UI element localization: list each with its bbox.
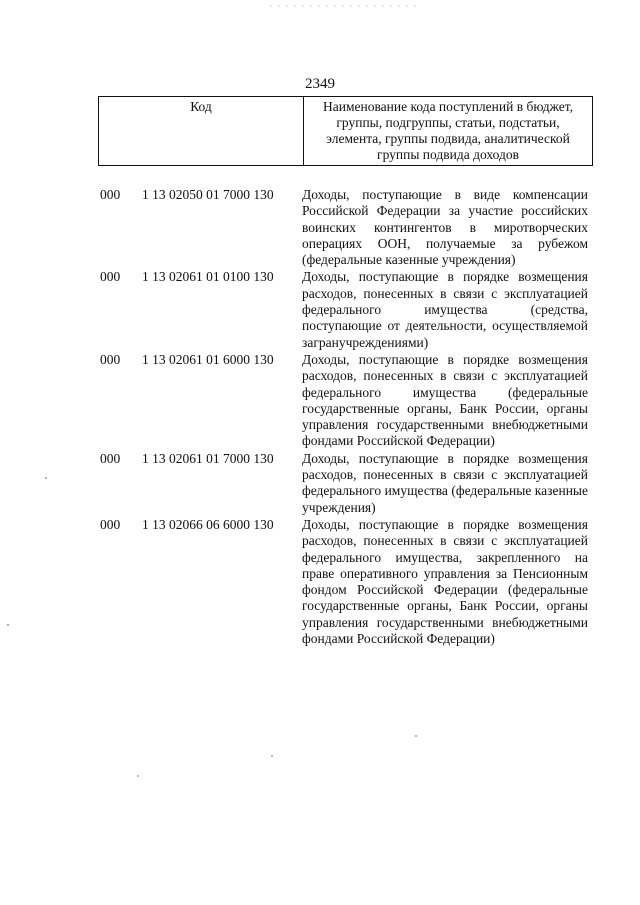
table-row — [100, 352, 590, 450]
scan-speck — [415, 735, 417, 737]
code-description: Доходы, поступающие в порядке возмещения расходов, понесенных в связи с эксплуатацией федерального имущества (федеральные казенные учреждения) — [302, 450, 588, 515]
header-row — [99, 97, 593, 166]
header-name-cell: Наименование кода поступлений в бюджет, группы, подгруппы, статьи, подстатьи, элемента, группы подвида, аналитической группы подвида доходов — [304, 97, 593, 166]
scan-speck — [137, 775, 139, 777]
budget-code: 1 13 02061 01 0100 130 — [142, 269, 274, 285]
code-description: Доходы, поступающие в порядке возмещения расходов, понесенных в связи с эксплуатацией федерального имущества (средства, поступающие от деятельности, осуществляемой загранучреждениями) — [302, 269, 588, 350]
budget-code: 1 13 02061 01 7000 130 — [142, 450, 274, 466]
code-description: Доходы, поступающие в виде компенсации Российской Федерации за участие российских воинских контингентов в миротворческих операциях ООН, получаемые за рубежом (федеральные казенные учреждения) — [302, 187, 588, 268]
budget-code: 1 13 02050 01 7000 130 — [142, 187, 274, 202]
admin-code: 000 — [100, 269, 121, 285]
table-row — [100, 187, 590, 268]
scan-speck — [271, 755, 273, 757]
code-description: Доходы, поступающие в порядке возмещения расходов, понесенных в связи с эксплуатацией федерального имущества (федеральные государственные органы, Банк России, органы управления государственными внебюджетными фондами Российской Федерации) — [302, 351, 588, 449]
table-row — [100, 269, 590, 350]
admin-code: 000 — [100, 450, 121, 466]
budget-code: 1 13 02061 01 6000 130 — [142, 351, 274, 367]
table-row — [100, 517, 590, 647]
admin-code: 000 — [100, 516, 121, 532]
scan-speck — [7, 624, 9, 626]
admin-code: 000 — [100, 187, 121, 202]
income-codes-list — [100, 187, 590, 647]
scan-speck — [45, 477, 47, 479]
page-number: 2349 — [305, 76, 335, 92]
header-code-cell: Код — [99, 97, 304, 166]
code-description: Доходы, поступающие в порядке возмещения расходов, понесенных в связи с эксплуатацией федерального имущества, закрепленного на праве оперативного управления за Пенсионным фондом Российской Федерации (федеральные государственные органы, Банк России, органы управления государственными внебюджетными фондами Российской Федерации) — [302, 516, 588, 647]
table-header — [98, 96, 593, 166]
budget-code: 1 13 02066 06 6000 130 — [142, 516, 274, 532]
admin-code: 000 — [100, 351, 121, 367]
table-row — [100, 451, 590, 516]
